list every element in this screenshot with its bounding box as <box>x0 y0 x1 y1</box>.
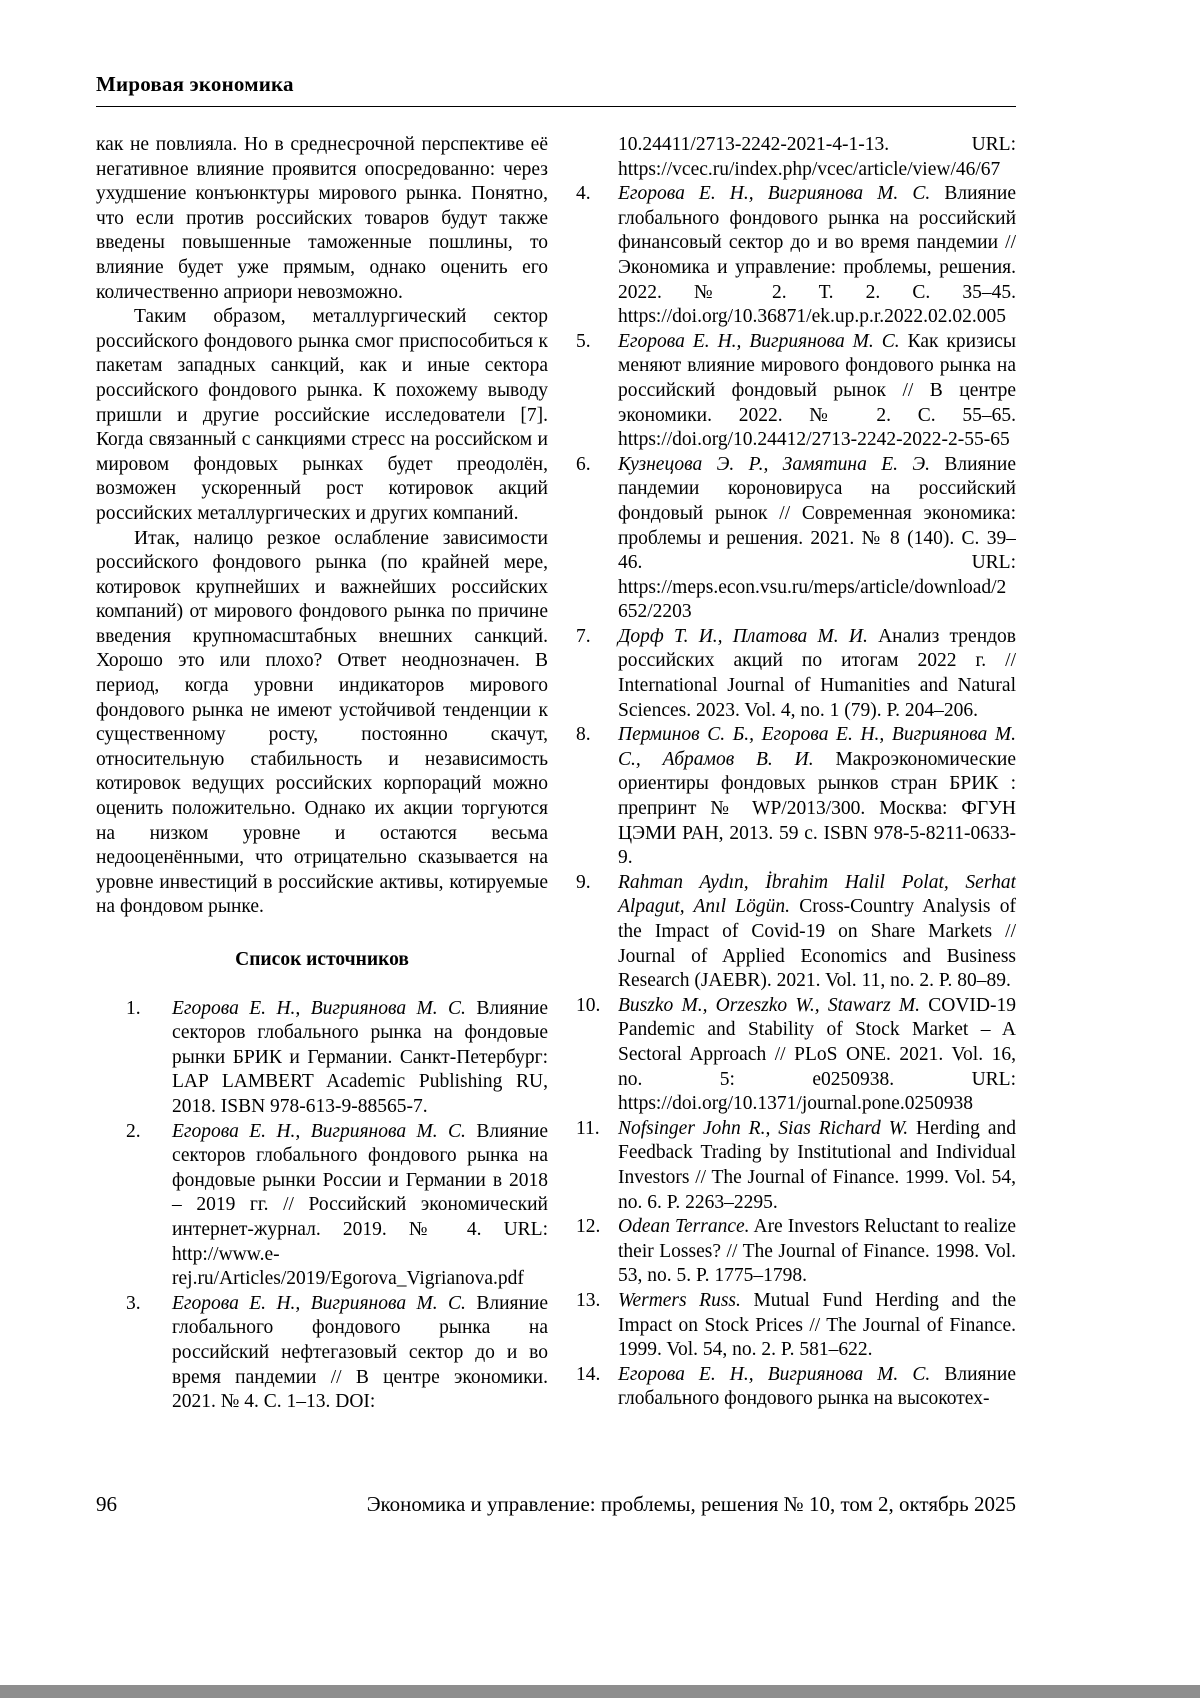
reference-number: 9. <box>576 871 591 893</box>
reference-body <box>618 1117 1016 1215</box>
reference-item <box>576 994 1016 1117</box>
reference-text: Макроэкономические ориентиры фондовых рынков стран БРИК : препринт № WP/2013/300. Москва: ФГУН ЦЭМИ РАН, 2013. 59 с. ISBN 978-5-8211-0633-9. <box>618 748 1016 869</box>
reference-text: Влияние секторов глобального рынка на фондовые рынки БРИК и Германии. Санкт-Петербург: LAP LAMBERT Academic Publishing RU, 2018. ISBN 978-613-9-88565-7. <box>172 997 548 1117</box>
reference-item <box>576 1215 1016 1289</box>
reference-authors: Wermers Russ. <box>618 1289 741 1311</box>
reference-text: Как кризисы меняют влияние мирового фондового рынка на российский фондовый рынок // В центре экономики. 2022. № 2. С. 55–65. https://doi.org/10.24412/2713-2242-2022-2-55-65 <box>618 330 1016 451</box>
reference-item <box>96 1120 548 1292</box>
page-content <box>96 72 1016 1479</box>
reference-text: Влияние пандемии короновируса на российский фондовый рынок // Современная экономика: проблемы и решения. 2021. № 8 (140). С. 39–46. URL: https://meps.econ.vsu.ru/meps/article/download/2652/2203 <box>618 453 1016 623</box>
reference-item <box>96 1292 548 1415</box>
page-footer <box>96 1492 1016 1517</box>
reference-text: Анализ трендов российских акций по итогам 2022 г. // International Journal of Humanities and Natural Sciences. 2023. Vol. 4, no. 1 (79). P. 204–206. <box>618 625 1016 721</box>
reference-text: COVID-19 Pandemic and Stability of Stock Market – A Sectoral Approach // PLoS ONE. 2021. Vol. 16, no. 5: e0250938. URL: https://doi.org/10.1371/journal.pone.0250938 <box>618 994 1016 1115</box>
reference-body <box>618 1215 1016 1289</box>
reference-text: Влияние глобального фондового рынка на российский финансовый сектор до и во время пандемии // Экономика и управление: проблемы, решения. 2022. № 2. Т. 2. С. 35–45. https://doi.org/10.36871/ek.up.p.r.2022.02.02.005 <box>618 183 1016 328</box>
reference-body <box>618 871 1016 994</box>
reference-number: 1. <box>126 997 141 1019</box>
reference-authors: Егорова Е. Н., Вигриянова М. С. <box>618 330 900 352</box>
reference-number: 8. <box>576 724 591 746</box>
reference-item <box>576 723 1016 871</box>
reference-body <box>172 997 548 1120</box>
reference-item <box>576 1363 1016 1412</box>
reference-number: 2. <box>126 1120 141 1142</box>
body-paragraph: как не повлияла. Но в среднесрочной перспективе её негативное влияние проявится опосредованно: через ухудшение конъюнктуры мирового рынка. Понятно, что если против российских товаров будут также введены повышенные таможенные пошлины, то влияние будет уже прямым, однако оценить его количественно априори невозможно. <box>96 134 548 303</box>
right-column <box>576 133 1016 1479</box>
reference-body <box>618 330 1016 453</box>
reference-authors: Егорова Е. Н., Вигриянова М. С. <box>172 1120 466 1142</box>
two-column-layout <box>96 133 1016 1479</box>
reference-body <box>618 994 1016 1117</box>
reference-authors: Перминов С. Б., Егорова Е. Н., Вигриянова М. С., Абрамов В. И. <box>618 724 1016 770</box>
reference-authors: Odean Terrance. <box>618 1216 750 1238</box>
reference-authors: Егорова Е. Н., Вигриянова М. С. <box>618 183 931 205</box>
reference-body <box>172 1120 548 1292</box>
reference-item <box>576 1117 1016 1215</box>
reference-body <box>618 1363 1016 1412</box>
reference-authors: Егорова Е. Н., Вигриянова М. С. <box>618 1363 931 1385</box>
reference-number: 12. <box>576 1216 601 1238</box>
reference-item <box>576 1289 1016 1363</box>
reference-number: 10. <box>576 994 601 1016</box>
reference-text: Are Investors Reluctant to realize their Losses? // The Journal of Finance. 1998. Vol. 53, no. 5. P. 1775–1798. <box>618 1216 1016 1287</box>
reference-continuation: 10.24411/2713-2242-2021-4-1-13. URL: https://vcec.ru/index.php/vcec/article/view/46/67 <box>618 134 1016 180</box>
reference-text: Влияние секторов глобального фондового рынка на фондовые рынки России и Германии в 2018 – 2019 гг. // Российский экономический интернет-журнал. 2019. № 4. URL: http://www.e-rej.ru/Articles/2019/Egorova_Vigrianova.pdf <box>172 1120 548 1290</box>
reference-text: Mutual Fund Herding and the Impact on Stock Prices // The Journal of Finance. 1999. Vol. 54, no. 2. P. 581–622. <box>618 1289 1016 1361</box>
body-paragraph: Итак, налицо резкое ослабление зависимости российского фондового рынка (по крайней мере, котировок крупнейших и важнейших российских компаний) от мирового фондового рынка по причине введения крупномасштабных внешних санкций. Хорошо это или плохо? Ответ неоднозначен. В период, когда уровни индикаторов мирового фондового рынка не имеют устойчивой тенденции к существенному росту, постоянно скачут, относительную стабильность и независимость котировок ведущих российских корпораций можно оценить положительно. Однако их акции торгуются на низком уровне и остаются весьма недооценёнными, что отрицательно сказывается на уровне инвестиций в российские активы, котируемые на фондовом рынке. <box>96 527 548 918</box>
reference-number: 4. <box>576 183 591 205</box>
reference-authors: Nofsinger John R., Sias Richard W. <box>618 1117 909 1139</box>
reference-authors: Дорф Т. И., Платова М. И. <box>618 625 868 647</box>
reference-text: Влияние глобального фондового рынка на российский нефтегазовый сектор до и во время пандемии // В центре экономики. 2021. № 4. С. 1–13. DOI: <box>172 1292 548 1413</box>
reference-body <box>618 625 1016 723</box>
reference-number: 11. <box>576 1117 600 1139</box>
reference-item <box>576 625 1016 723</box>
reference-number: 14. <box>576 1363 601 1385</box>
reference-body <box>618 1289 1016 1363</box>
reference-number: 6. <box>576 453 591 475</box>
reference-authors: Buszko M., Orzeszko W., Stawarz M. <box>618 994 921 1016</box>
page-bottom-edge <box>0 1685 1200 1698</box>
reference-number: 3. <box>126 1292 141 1314</box>
page-number: 96 <box>96 1492 117 1516</box>
reference-body <box>172 1292 548 1415</box>
references-heading: Список источников <box>235 949 409 970</box>
reference-text: Herding and Feedback Trading by Institutional and Individual Investors // The Journal of Finance. 1999. Vol. 54, no. 6. P. 2263–2295. <box>618 1117 1016 1213</box>
reference-authors: Егорова Е. Н., Вигриянова М. С. <box>172 1292 466 1314</box>
reference-number: 5. <box>576 330 591 352</box>
reference-authors: Кузнецова Э. Р., Замятина Е. Э. <box>618 453 930 475</box>
reference-body <box>618 182 1016 330</box>
reference-text: Cross-Country Analysis of the Impact of Covid-19 on Share Markets // Journal of Applied Economics and Business Research (JAEBR). 2021. Vol. 11, no. 2. P. 80–89. <box>618 896 1016 992</box>
reference-body <box>618 453 1016 625</box>
reference-item <box>576 330 1016 453</box>
section-running-head: Мировая экономика <box>96 72 294 96</box>
body-paragraph: Таким образом, металлургический сектор российского фондового рынка смог приспособиться к пакетам западных санкций, как и иные сектора российского фондового рынка. К похожему выводу пришли и другие российские исследователи [7]. Когда связанный с санкциями стресс на российском и мировом фондовых рынках будет преодолён, возможен ускоренный рост котировок акций российских металлургических и других компаний. <box>96 306 548 524</box>
reference-number: 7. <box>576 625 591 647</box>
journal-footer-line: Экономика и управление: проблемы, решения № 10, том 2, октябрь 2025 <box>366 1492 1016 1516</box>
reference-item <box>576 871 1016 994</box>
reference-item <box>576 182 1016 330</box>
reference-item <box>576 453 1016 625</box>
header-rule <box>96 106 1016 107</box>
reference-body <box>618 723 1016 871</box>
reference-number: 13. <box>576 1289 601 1311</box>
left-column <box>96 133 548 1479</box>
reference-authors: Rahman Aydın, İbrahim Halil Polat, Serhat Alpagut, Anıl Lögün. <box>618 871 1016 918</box>
reference-authors: Егорова Е. Н., Вигриянова М. С. <box>172 997 466 1019</box>
reference-item <box>96 997 548 1120</box>
reference-text: Влияние глобального фондового рынка на высокотех- <box>618 1363 1016 1410</box>
